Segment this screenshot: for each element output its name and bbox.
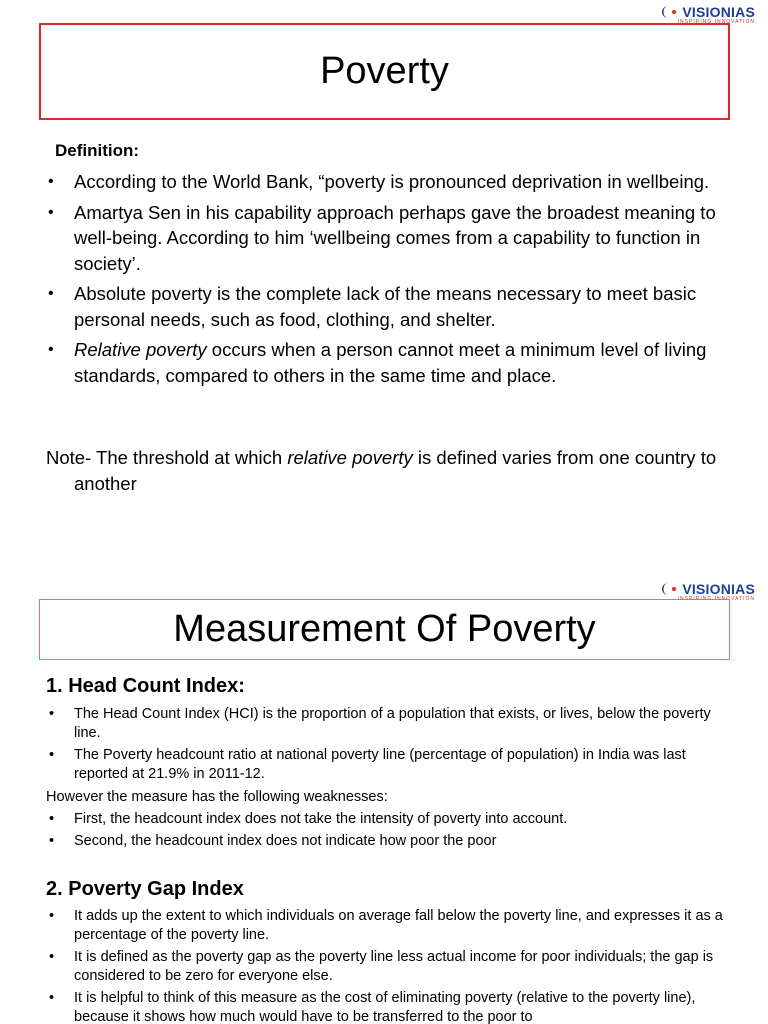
list-item: • Absolute poverty is the complete lack of the means necessary to meet basic personal needs, such as food, clothing, and shelter. <box>48 281 728 332</box>
list-item: • Relative poverty occurs when a person cannot meet a minimum level of living standards, compared to others in the same time and place. <box>48 337 728 388</box>
logo-brand-ias: IAS <box>731 4 755 20</box>
poverty-gap-list <box>46 907 736 1024</box>
list-item: • According to the World Bank, “poverty is pronounced deprivation in wellbeing. <box>48 169 728 195</box>
list-item: • Second, the headcount index does not indicate how poor the poor <box>46 832 736 851</box>
slide-title: Measurement Of Poverty <box>39 599 730 660</box>
weakness-list <box>46 810 736 854</box>
visionias-logo-icon <box>659 5 679 19</box>
list-item: • It adds up the extent to which individuals on average fall below the poverty line, and expresses it as a percentage of the poverty line. <box>46 907 736 945</box>
logo-brand-vision: VISION <box>682 4 732 20</box>
visionias-logo-icon <box>659 582 679 596</box>
definition-list <box>48 169 728 393</box>
head-count-list <box>46 705 736 787</box>
logo-brand-ias: IAS <box>731 581 755 597</box>
list-item: • First, the headcount index does not take the intensity of poverty into account. <box>46 810 736 829</box>
list-item: • The Head Count Index (HCI) is the proportion of a population that exists, or lives, below the poverty line. <box>46 705 736 743</box>
list-item: • Amartya Sen in his capability approach perhaps gave the broadest meaning to well-being. According to him ‘wellbeing comes from a capability to function in society’. <box>48 200 728 277</box>
list-item: • It is defined as the poverty gap as the poverty line less actual income for poor individuals; the gap is considered to be zero for everyone else. <box>46 948 736 986</box>
slide-measurement-of-poverty <box>0 575 768 1024</box>
list-item: • The Poverty headcount ratio at national poverty line (percentage of population) in India was last reported at 21.9% in 2011-12. <box>46 746 736 784</box>
section-heading-head-count-index: 1. Head Count Index: <box>46 675 245 697</box>
section-heading-poverty-gap-index: 2. Poverty Gap Index <box>46 878 244 900</box>
slide-title: Poverty <box>39 23 730 120</box>
visionias-logo <box>659 581 755 602</box>
list-item: • It is helpful to think of this measure as the cost of eliminating poverty (relative to the poverty line), because it shows how much would have to be transferred to the poor to <box>46 989 736 1024</box>
definition-label: Definition: <box>55 141 140 160</box>
visionias-logo <box>659 4 755 25</box>
logo-brand-vision: VISION <box>682 581 732 597</box>
logo-tagline: INSPIRING INNOVATION <box>677 596 755 602</box>
note-text: Note- The threshold at which relative poverty is defined varies from one country to another <box>46 447 717 494</box>
weakness-intro: However the measure has the following weaknesses: <box>46 789 388 805</box>
logo-tagline: INSPIRING INNOVATION <box>677 19 755 25</box>
